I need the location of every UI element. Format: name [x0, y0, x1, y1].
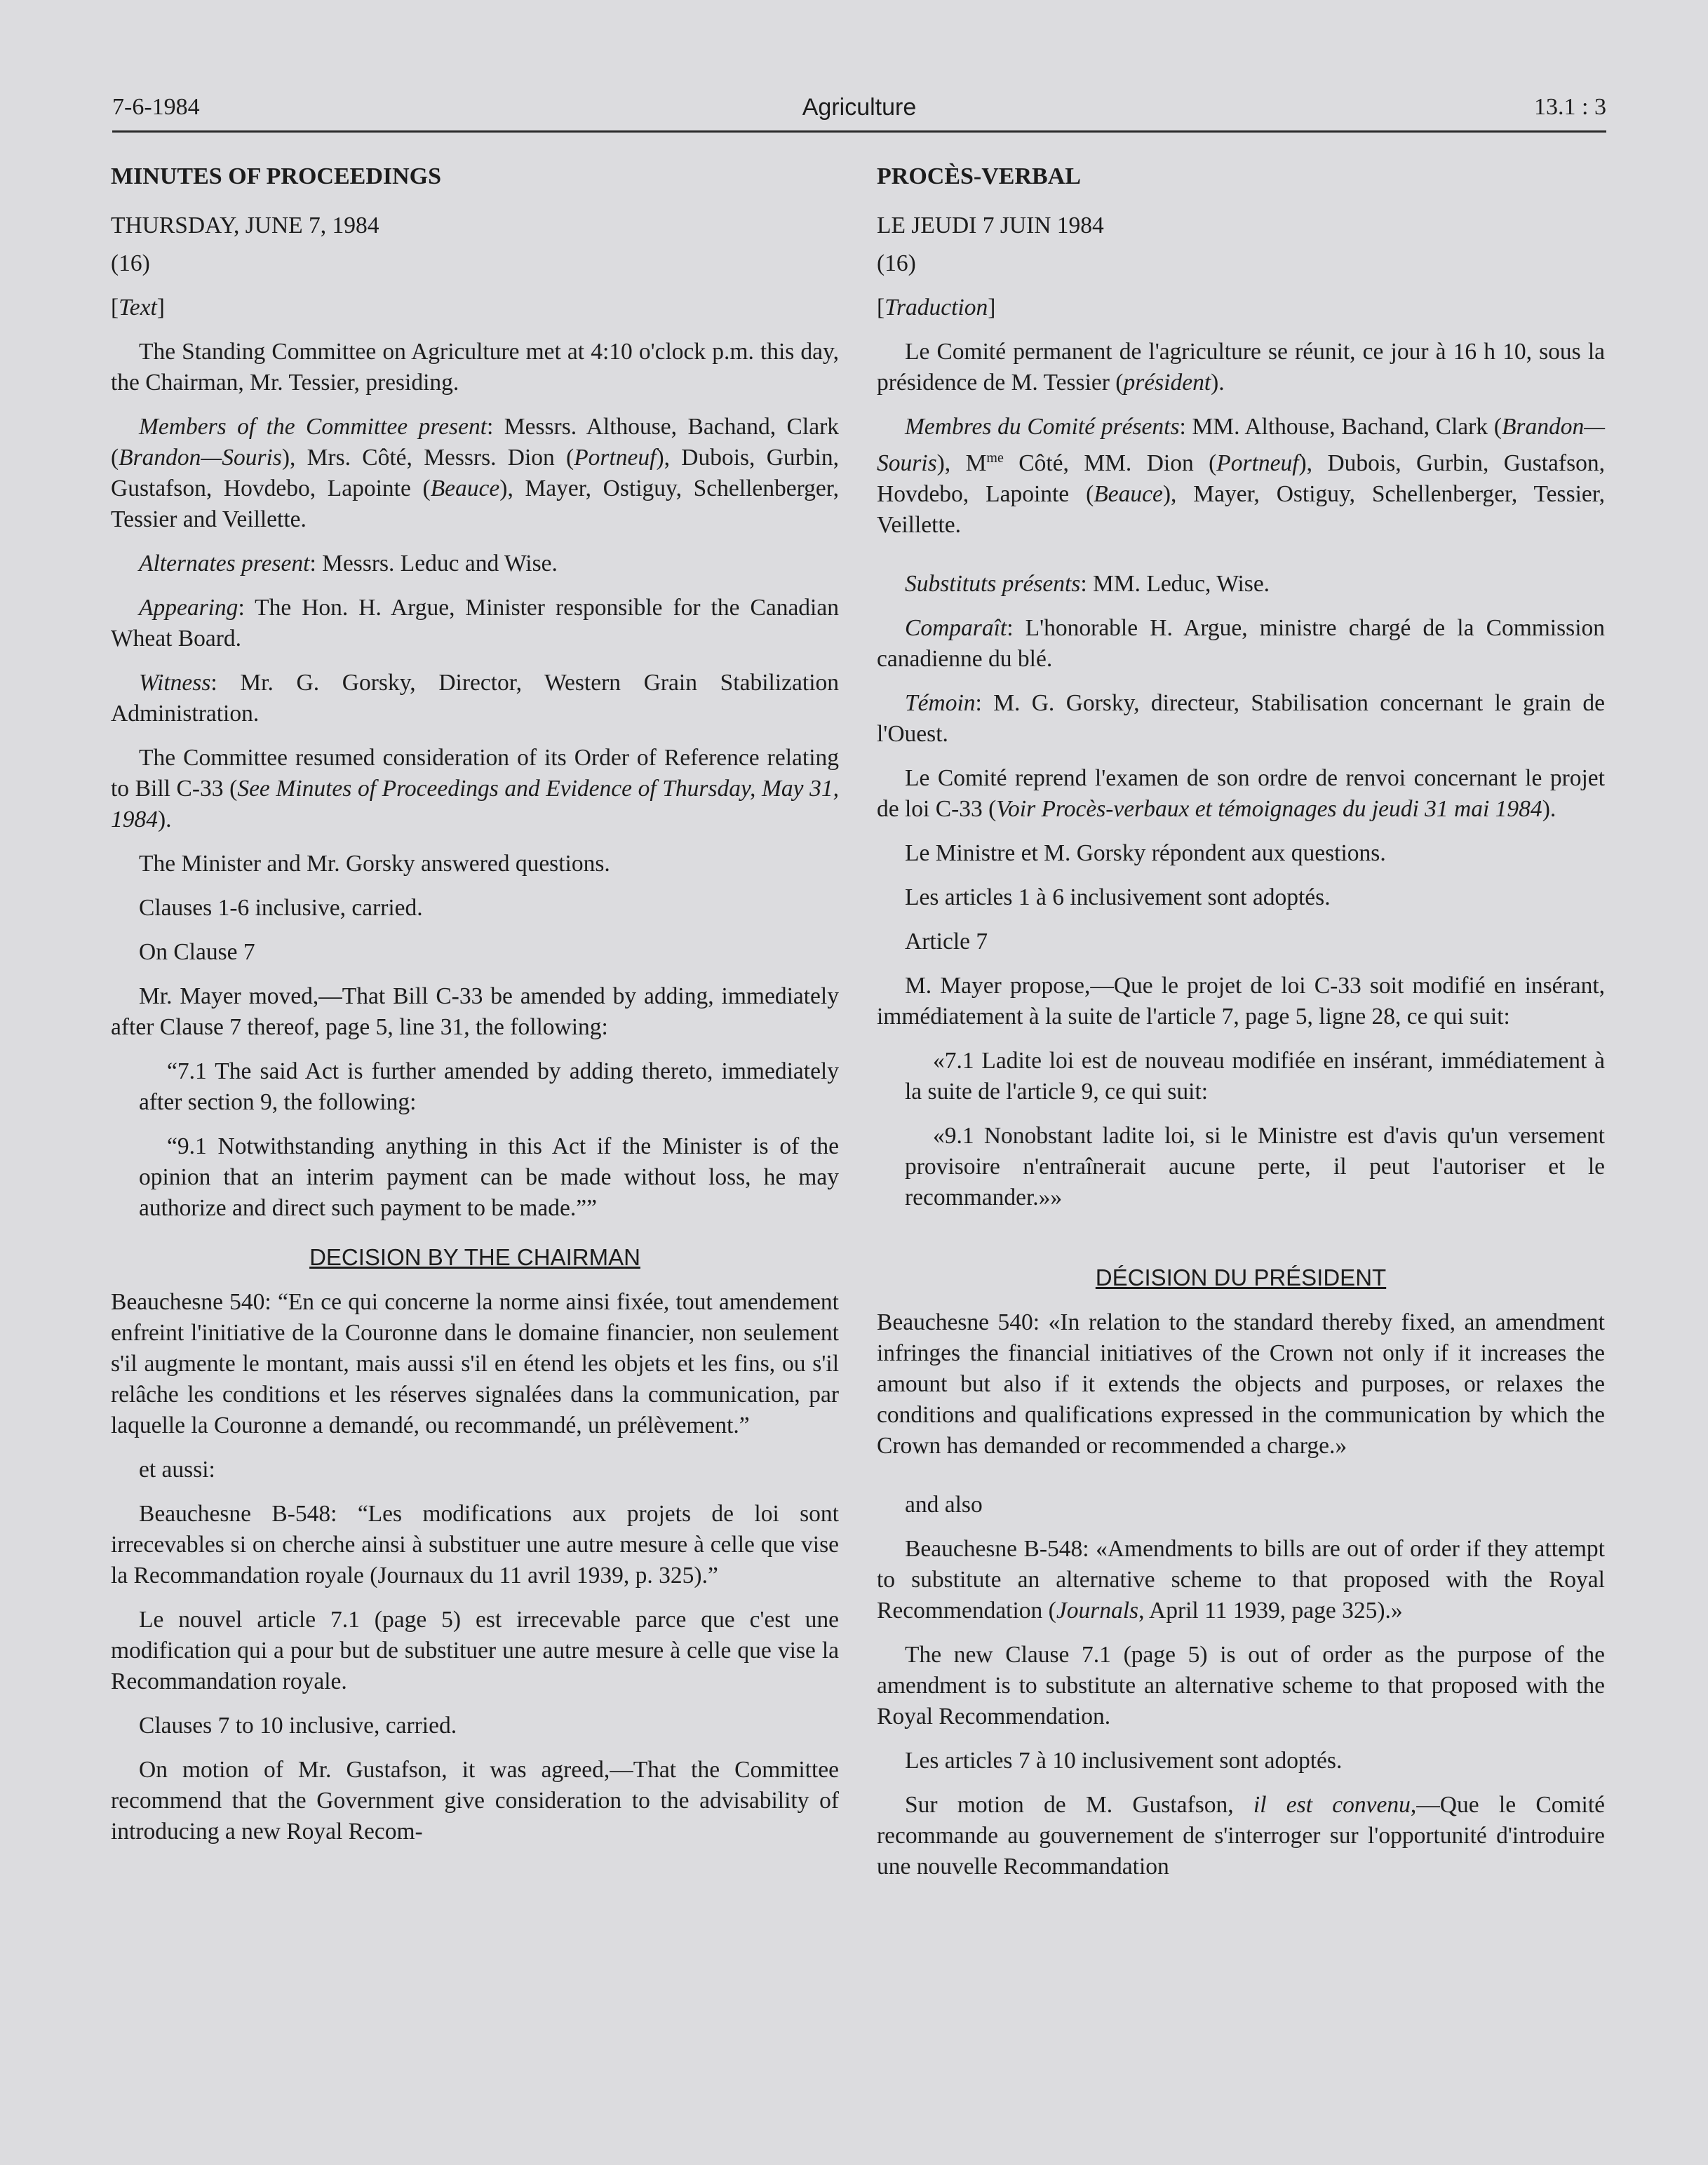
fr-beauchesne-548: Beauchesne B-548: «Amendments to bills are out of order if they attempt to substitute an alternative scheme to that proposed with the Royal Recommendation (Journals, April 11 1939, page 325).» [877, 1536, 1605, 1624]
en-beauchesne-548: Beauchesne B-548: “Les modifications aux projets de loi sont irrecevables si on cherche ainsi à substituer une autre mesure à celle que vise la Recommandation royale (Journaux du 11 avril 1939, p. 325).” [111, 1501, 839, 1589]
fr-resumed: Le Comité reprend l'examen de son ordre de renvoi concernant le projet de loi C-33 (Voir Procès-verbaux et témoignages du jeudi 31 mai 1984). [877, 765, 1605, 823]
fr-quote-7-1: «7.1 Ladite loi est de nouveau modifiée en insérant, immédiatement à la suite de l'article 9, ce qui suit: [905, 1048, 1605, 1105]
en-motion: On motion of Mr. Gustafson, it was agreed,—That the Committee recommend that the Government give consideration to the advisability of introducing a new Royal Recom- [111, 1757, 839, 1844]
page-header [112, 91, 1606, 133]
fr-new-clause: The new Clause 7.1 (page 5) is out of order as the purpose of the amendment is to substitute an alternative scheme to that proposed with the Royal Recommendation. [877, 1642, 1605, 1730]
fr-quote-9-1: «9.1 Nonobstant ladite loi, si le Ministre est d'avis qu'un versement provisoire n'entraînerait aucune perte, il peut l'autoriser et le recommander.»» [905, 1123, 1605, 1211]
en-also: et aussi: [139, 1457, 215, 1483]
en-members: Members of the Committee present: Messrs. Althouse, Bachand, Clark (Brandon—Souris), Mrs. Côté, Messrs. Dion (Portneuf), Dubois, Gurbin, Gustafson, Hovdebo, Lapointe (Beauce), Mayer, Ostiguy, Schellenberger, Tessier and Veillette. [111, 414, 839, 532]
fr-motion: Sur motion de M. Gustafson, il est convenu,—Que le Comité recommande au gouvernement de s'interroger sur l'opportunité d'introduire une nouvelle Recommandation [877, 1792, 1605, 1880]
fr-answered: Le Ministre et M. Gorsky répondent aux questions. [905, 840, 1386, 867]
en-witness: Witness: Mr. G. Gorsky, Director, Western Grain Stabilization Administration. [111, 670, 839, 727]
fr-text-label: [Traduction] [877, 295, 996, 321]
fr-clauses-7-10: Les articles 7 à 10 inclusivement sont adoptés. [905, 1748, 1343, 1774]
fr-clauses-1-6: Les articles 1 à 6 inclusivement sont adoptés. [905, 884, 1331, 911]
fr-number: (16) [877, 250, 916, 276]
en-decision-title: DECISION BY THE CHAIRMAN [309, 1244, 640, 1270]
fr-decision-title: DÉCISION DU PRÉSIDENT [1095, 1264, 1387, 1291]
fr-appearing: Comparaît: L'honorable H. Argue, ministre chargé de la Commission canadienne du blé. [877, 615, 1605, 673]
en-text-label: [Text] [111, 295, 165, 321]
fr-members: Membres du Comité présents: MM. Althouse, Bachand, Clark (Brandon—Souris), $M^{me}$ Côté, MM. Dion (Portneuf), Dubois, Gurbin, Gustafson, Hovdebo, Lapointe (Beauce), Mayer, Ostiguy, Schellenberger, Tessier, Veillette. [877, 414, 1605, 539]
header-title: Agriculture [802, 94, 917, 121]
english-column [111, 161, 839, 1861]
en-quote-7-1: “7.1 The said Act is further amended by adding thereto, immediately after section 9, the following: [139, 1058, 839, 1115]
en-clauses-1-6: Clauses 1-6 inclusive, carried. [139, 895, 423, 921]
en-clauses-7-10: Clauses 7 to 10 inclusive, carried. [139, 1713, 457, 1739]
en-title: MINUTES OF PROCEEDINGS [111, 163, 442, 189]
en-on-clause: On Clause 7 [139, 939, 255, 965]
en-moved: Mr. Mayer moved,—That Bill C-33 be amended by adding, immediately after Clause 7 thereof, page 5, line 31, the following: [111, 983, 839, 1040]
en-appearing: Appearing: The Hon. H. Argue, Minister responsible for the Canadian Wheat Board. [111, 595, 839, 652]
fr-title: PROCÈS-VERBAL [877, 163, 1081, 189]
en-beauchesne-540: Beauchesne 540: “En ce qui concerne la norme ainsi fixée, tout amendement enfreint l'initiative de la Couronne dans le domaine financier, non seulement s'il augmente le montant, mais aussi s'il en étend les objets et les fins, ou s'il relâche les conditions et les réserves signalées dans la communication, par laquelle la Couronne a demandé, ou recommandé, un prélèvement.” [111, 1289, 839, 1438]
en-answered: The Minister and Mr. Gorsky answered questions. [139, 851, 610, 877]
header-page-ref: 13.1 : 3 [1534, 94, 1606, 120]
fr-alternates: Substituts présents: MM. Leduc, Wise. [905, 571, 1270, 598]
fr-also: and also [905, 1492, 983, 1518]
fr-witness: Témoin: M. G. Gorsky, directeur, Stabilisation concernant le grain de l'Ouest. [877, 690, 1605, 748]
fr-day: LE JEUDI 7 JUIN 1984 [877, 213, 1104, 238]
en-number: (16) [111, 250, 150, 276]
fr-met: Le Comité permanent de l'agriculture se réunit, ce jour à 16 h 10, sous la présidence de M. Tessier (président). [877, 339, 1605, 396]
en-met: The Standing Committee on Agriculture met at 4:10 o'clock p.m. this day, the Chairman, Mr. Tessier, presiding. [111, 339, 839, 396]
en-new-clause: Le nouvel article 7.1 (page 5) est irrecevable parce que c'est une modification qui a pour but de substituer une autre mesure à celle que vise la Recommandation royale. [111, 1607, 839, 1694]
en-quote-9-1: “9.1 Notwithstanding anything in this Act if the Minister is of the opinion that an interim payment can be made without loss, he may authorize and direct such payment to be made.”” [139, 1133, 839, 1221]
fr-moved: M. Mayer propose,—Que le projet de loi C-33 soit modifié en insérant, immédiatement à la suite de l'article 7, page 5, ligne 28, ce qui suit: [877, 973, 1605, 1030]
en-resumed: The Committee resumed consideration of its Order of Reference relating to Bill C-33 (See Minutes of Proceedings and Evidence of Thursday, May 31, 1984). [111, 745, 840, 832]
header-date: 7-6-1984 [112, 94, 200, 120]
fr-on-clause: Article 7 [905, 929, 988, 955]
en-alternates: Alternates present: Messrs. Leduc and Wise. [139, 551, 558, 576]
fr-beauchesne-540: Beauchesne 540: «In relation to the standard thereby fixed, an amendment infringes the financial initiatives of the Crown not only if it increases the amount but also if it extends the objects and purposes, or relaxes the conditions and qualifications expressed in the communication by which the Crown has demanded or recommended a charge.» [877, 1309, 1605, 1459]
french-column [877, 161, 1605, 1896]
en-day: THURSDAY, JUNE 7, 1984 [111, 213, 379, 238]
